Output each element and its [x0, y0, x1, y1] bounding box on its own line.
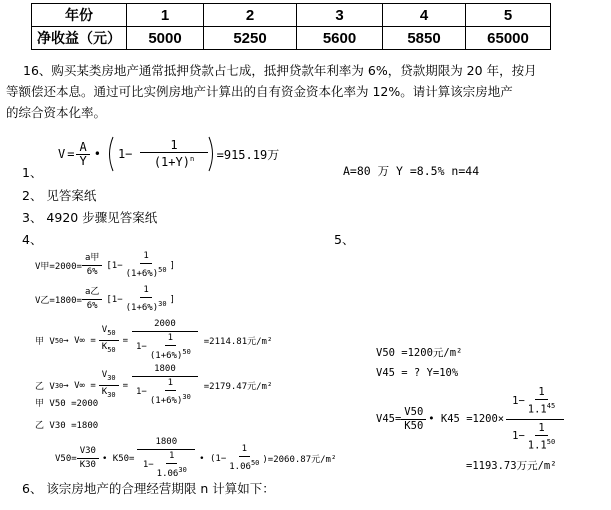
fraction-num: 1: [166, 450, 177, 464]
table-cell: 5000: [127, 27, 204, 50]
subscript: 50: [54, 336, 64, 345]
fraction-num: [506, 386, 564, 420]
fraction: [123, 250, 170, 281]
eq: =: [122, 335, 129, 346]
fraction-num: 2000: [132, 318, 198, 332]
table-cell: 5850: [383, 27, 466, 50]
fraction-den: [226, 457, 262, 474]
fraction-num: 1: [140, 139, 207, 153]
fraction-den: [147, 391, 194, 408]
bracket-close: ]: [169, 294, 175, 305]
fraction: [147, 332, 194, 363]
den-text: 1.06: [156, 469, 179, 479]
answer-5-line2: V45 = ? Y=10%: [376, 367, 459, 379]
right-paren: [208, 136, 217, 172]
fraction-den: [147, 346, 194, 363]
tail: • (1−: [199, 453, 227, 464]
bracket-close: ]: [169, 260, 175, 271]
fraction: [147, 377, 194, 408]
den-text: K: [101, 342, 108, 352]
formula-var: V: [58, 147, 66, 161]
fraction-den: [151, 153, 197, 169]
bracket-open: [1−: [106, 294, 123, 305]
one-minus: 1−: [136, 342, 147, 352]
one-minus: 1−: [512, 394, 525, 407]
fraction: [132, 363, 198, 408]
arrow-eq: → V∞ =: [63, 335, 96, 346]
answer-1-result: =915.19万: [216, 147, 280, 162]
fraction-den: [525, 400, 558, 417]
fraction: [525, 386, 558, 417]
answer-1-formula: [58, 134, 279, 174]
den-text: 1.1: [527, 403, 547, 416]
fraction-den: [140, 450, 193, 481]
fraction-den: [525, 436, 558, 453]
table-cell: 65000: [466, 27, 551, 50]
den-text: K: [101, 387, 108, 397]
den-text: (1+Y): [153, 155, 190, 169]
table-cell: 2: [204, 4, 297, 27]
fraction-num: A: [76, 141, 89, 155]
prefix: 乙 V: [35, 382, 55, 392]
exponent: 45: [546, 402, 556, 410]
formula-eq: =: [67, 147, 75, 161]
fraction-num: 1: [165, 377, 176, 391]
fraction: [76, 141, 89, 168]
num-text: V: [101, 325, 108, 336]
answer-1-label: 1、: [22, 165, 43, 180]
fraction-num: 1800: [137, 436, 195, 450]
fraction-den: [506, 420, 564, 453]
den-text: 1.06: [229, 462, 251, 472]
fraction-num: a甲: [82, 252, 102, 266]
fraction: [99, 369, 119, 402]
result: =2114.81元/m²: [203, 337, 273, 347]
eq: =: [122, 380, 129, 391]
fraction-num: 1: [140, 284, 151, 298]
prefix: 甲 V: [35, 337, 55, 347]
exponent: 30: [158, 300, 167, 308]
arrow-eq: → V∞ =: [63, 380, 96, 391]
big-fraction: [506, 386, 564, 452]
fraction-num: [99, 369, 119, 386]
fraction-num: a乙: [82, 286, 102, 300]
fraction: [82, 252, 102, 279]
result: )=2060.87元/m²: [262, 455, 337, 465]
exponent: 50: [182, 348, 191, 356]
fraction: [525, 422, 558, 453]
subscript: 50: [107, 329, 116, 337]
bracket-open: [1−: [106, 260, 123, 271]
den-text: (1+6%): [149, 351, 183, 361]
answer-4-line3: [35, 318, 272, 363]
den-text: (1+6%): [125, 269, 159, 279]
exponent: 30: [178, 466, 187, 474]
table-cell: 3: [297, 4, 383, 27]
fraction-den: [133, 377, 197, 408]
subscript: 30: [107, 390, 116, 399]
fraction-den: K50: [404, 419, 424, 432]
answer-6: 6、 该宗房地产的合理经营期限 n 计算如下：: [22, 481, 275, 496]
fraction-num: 1: [535, 386, 547, 400]
one-minus: 1−: [512, 430, 525, 443]
answer-4-line6: 乙 V30 =1800: [35, 421, 99, 431]
lhs: V50=: [55, 453, 77, 464]
fraction-num: 1: [165, 332, 176, 346]
fraction-den: [123, 298, 170, 315]
fraction-num: 1: [239, 443, 250, 457]
mid: • K50=: [101, 453, 135, 464]
fraction: [401, 406, 426, 433]
exponent: 50: [250, 459, 260, 467]
lhs: V乙=1800=: [35, 296, 82, 306]
table-cell: 净收益（元）: [32, 27, 127, 50]
fraction: [123, 284, 170, 315]
answer-4-line5: 甲 V50 =2000: [35, 399, 99, 409]
table-cell: 5250: [204, 27, 297, 50]
table-cell: 5600: [297, 27, 383, 50]
exponent: 30: [182, 393, 191, 401]
subscript: 30: [54, 381, 64, 390]
answer-5-formula: [376, 386, 564, 452]
mid: • K45 =1200×: [428, 413, 505, 425]
fraction-den: [99, 386, 119, 402]
answer-4-line1: [35, 250, 175, 281]
question-16-line3: 的综合资本化率。: [6, 105, 107, 120]
answer-2: 2、 见答案纸: [22, 188, 97, 203]
answer-4-label: 4、: [22, 232, 43, 247]
answer-3: 3、 4920 步骤见答案纸: [22, 210, 158, 225]
question-16-line2: 等额偿还本息。通过可比实例房地产计算出的自有资金资本化率为 12%。请计算该宗房地产: [6, 84, 513, 99]
table-cell: 1: [127, 4, 204, 27]
fraction-den: 6%: [86, 267, 98, 277]
fraction-den: Y: [79, 153, 87, 168]
fraction-den: [99, 341, 119, 357]
fraction: [82, 286, 102, 313]
fraction-den: [123, 264, 170, 281]
fraction-den: [133, 332, 197, 363]
result: =2179.47元/m²: [203, 382, 273, 392]
answer-1-params: A=80 万 Y =8.5% n=44: [343, 164, 480, 178]
table-row: [32, 27, 551, 50]
one-minus: 1−: [142, 460, 154, 470]
fraction-num: 1: [140, 250, 151, 264]
lhs: V甲=2000=: [35, 262, 82, 272]
fraction-den: 6%: [86, 301, 98, 311]
question-16-line1: 16、购买某类房地产通常抵押贷款占七成，抵押贷款年利率为 6%，贷款期限为 20 年，按月: [23, 63, 537, 78]
fraction: [99, 324, 119, 357]
fraction: [226, 443, 262, 474]
answer-5-line1: V50 =1200元/m²: [376, 347, 463, 359]
fraction-den: K30: [79, 460, 96, 470]
lhs: V45=: [376, 413, 402, 425]
one-minus: 1−: [136, 387, 147, 397]
table-cell: 年份: [32, 4, 127, 27]
den-text: (1+6%): [125, 303, 159, 313]
fraction: [77, 445, 99, 472]
fraction-num: V50: [401, 406, 426, 420]
left-paren: [105, 136, 114, 172]
subscript: 50: [107, 345, 116, 354]
subscript: 30: [107, 374, 116, 382]
exponent: 50: [546, 437, 556, 446]
fraction: [137, 436, 195, 481]
answer-5-label: 5、: [334, 232, 355, 247]
fraction-num: 1800: [132, 363, 198, 377]
table-header-row: [32, 4, 551, 27]
answer-4-line7: [55, 436, 336, 481]
fraction-num: 1: [535, 422, 547, 436]
fraction: [132, 318, 198, 363]
fraction-num: V30: [77, 445, 99, 459]
dot: •: [93, 147, 101, 161]
num-text: V: [101, 370, 108, 381]
fraction: [154, 450, 190, 481]
den-text: (1+6%): [149, 396, 183, 406]
fraction: [140, 139, 207, 169]
table-cell: 5: [466, 4, 551, 27]
exponent: 50: [158, 266, 167, 274]
answer-5-result: =1193.73万元/m²: [466, 460, 557, 472]
fraction-num: [99, 324, 119, 341]
income-table: [31, 3, 551, 50]
exponent: n: [189, 155, 195, 163]
one-minus: 1−: [117, 147, 133, 161]
answer-4-line2: [35, 284, 175, 315]
den-text: 1.1: [527, 439, 547, 451]
table-cell: 4: [383, 4, 466, 27]
